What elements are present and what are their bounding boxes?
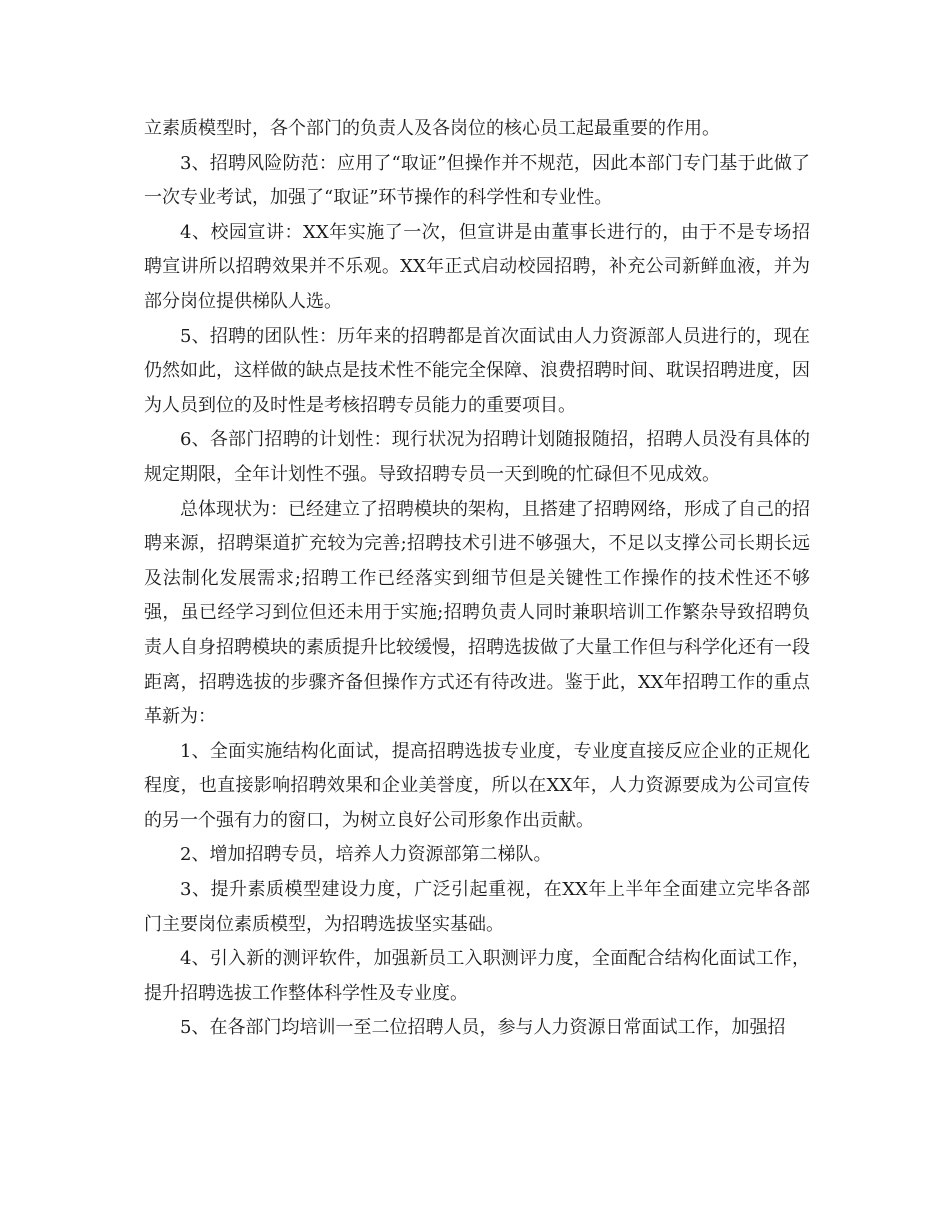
paragraph-7: 1、全面实施结构化面试，提高招聘选拔专业度，专业度直接反应企业的正规化程度，也直接影响招聘效果和企业美誉度，所以在XX年，人力资源要成为公司宣传的另一个强有力的窗口，为树立良好公司形象作出贡献。 bbox=[144, 740, 810, 831]
paragraph-4: 5、招聘的团队性：历年来的招聘都是首次面试由人力资源部人员进行的，现在仍然如此，这样做的缺点是技术性不能完全保障、浪费招聘时间、耽误招聘进度，因为人员到位的及时性是考核招聘专员能力的重要项目。 bbox=[144, 325, 810, 416]
paragraph-9: 3、提升素质模型建设力度，广泛引起重视，在XX年上半年全面建立完毕各部门主要岗位素质模型，为招聘选拔坚实基础。 bbox=[144, 879, 810, 935]
paragraph-6: 总体现状为：已经建立了招聘模块的架构，且搭建了招聘网络，形成了自己的招聘来源，招聘渠道扩充较为完善;招聘技术引进不够强大，不足以支撑公司长期长远及法制化发展需求;招聘工作已经落实到细节但是关键性工作操作的技术性还不够强，虽已经学习到位但还未用于实施;招聘负责人同时兼职培训工作繁杂导致招聘负责人自身招聘模块的素质提升比较缓慢，招聘选拔做了大量工作但与科学化还有一段距离，招聘选拔的步骤齐备但操作方式还有待改进。鉴于此，XX年招聘工作的重点革新为： bbox=[144, 498, 810, 728]
paragraph-2: 3、招聘风险防范：应用了“取证”但操作并不规范，因此本部门专门基于此做了一次专业考试，加强了“取证”环节操作的科学性和专业性。 bbox=[144, 152, 810, 209]
paragraph-3: 4、校园宣讲：XX年实施了一次，但宣讲是由董事长进行的，由于不是专场招聘宣讲所以招聘效果并不乐观。XX年正式启动校园招聘，补充公司新鲜血液，并为部分岗位提供梯队人选。 bbox=[144, 221, 810, 312]
paragraph-8: 2、增加招聘专员，培养人力资源部第二梯队。 bbox=[180, 844, 552, 866]
paragraph-5: 6、各部门招聘的计划性：现行状况为招聘计划随报随招，招聘人员没有具体的规定期限，全年计划性不强。导致招聘专员一天到晚的忙碌但不见成效。 bbox=[144, 429, 810, 485]
document-page bbox=[144, 112, 810, 1046]
paragraph-10: 4、引入新的测评软件，加强新员工入职测评力度，全面配合结构化面试工作，提升招聘选拔工作整体科学性及专业度。 bbox=[144, 948, 810, 1004]
paragraph-11: 5、在各部门均培训一至二位招聘人员，参与人力资源日常面试工作，加强招 bbox=[180, 1017, 786, 1039]
paragraph-1: 立素质模型时，各个部门的负责人及各岗位的核心员工起最重要的作用。 bbox=[144, 118, 720, 139]
